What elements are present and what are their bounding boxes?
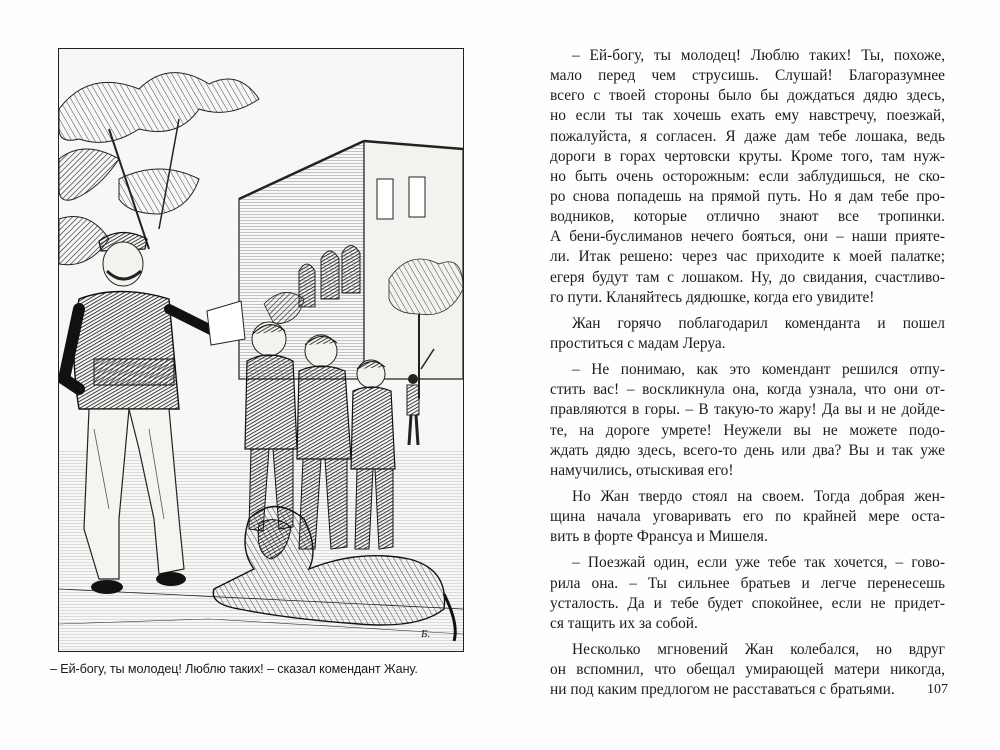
text-line: всего с твоей стороны было бы дождаться дядю здесь, xyxy=(550,87,945,105)
text-line: егеря будут там с лошаком. Ну, до свидания, счастливо- xyxy=(550,268,945,286)
text-line: ли. Итак решено: через час приходите к моей палатке; xyxy=(550,248,945,266)
text-line: го пути. Кланяйтесь дядюшке, когда его увидите! xyxy=(550,288,875,306)
engraving-drawing xyxy=(59,49,463,651)
page-number: 107 xyxy=(927,682,948,697)
paragraph xyxy=(550,46,945,308)
text-line: – Не понимаю, как это комендант решился отпу- xyxy=(572,361,945,379)
paragraph xyxy=(550,360,945,481)
text-line: он вспомнил, что обещал умирающей матери никогда, xyxy=(550,661,945,679)
text-line: мало перед чем струсишь. Слушай! Благоразумнее xyxy=(550,67,945,85)
paragraph xyxy=(550,487,945,547)
text-line: – Ей-богу, ты молодец! Люблю таких! Ты, похоже, xyxy=(572,47,945,64)
text-line: стить вас! – воскликнула она, когда узнала, что они от- xyxy=(550,381,945,399)
illustration-caption: – Ей-богу, ты молодец! Люблю таких! – сказал комендант Жану. xyxy=(50,662,418,676)
text-line: Но Жан твердо стоял на своем. Тогда добрая жен- xyxy=(572,487,945,505)
text-line: пожалуйста, я согласен. Я даже дам тебе лошака, ведь xyxy=(550,127,945,145)
text-line: проститься с мадам Леруа. xyxy=(550,334,726,352)
text-line: рила она. – Ты сильнее братьев и легче перенесешь xyxy=(550,574,945,592)
text-line: дороги в горах чертовски круты. Кроме того, там нуж- xyxy=(550,147,945,165)
body-text xyxy=(550,46,945,706)
text-line: ждать дядю здесь, всего-то день или два? Вы и так уже xyxy=(550,441,945,459)
text-line: ся тащить их за собой. xyxy=(550,614,698,632)
text-line: ни под каким предлогом не расставаться с братьями. xyxy=(550,681,895,699)
paragraph xyxy=(550,314,945,354)
text-line: намучились, отыскивая его! xyxy=(550,461,734,479)
text-line: А бени-буслиманов нечего бояться, они – наши прияте- xyxy=(550,228,945,246)
text-line: щина начала уговаривать его по крайней мере остa- xyxy=(550,508,945,526)
text-line: Несколько мгновений Жан колебался, но вдруг xyxy=(572,640,945,658)
text-line: вить в форте Франсуа и Мишеля. xyxy=(550,528,768,546)
text-line: те, на дороге умрете! Неужели вы не можете подо- xyxy=(550,421,945,439)
engraving-illustration xyxy=(58,48,464,652)
text-line: усталость. Да и тебе будет спокойнее, если не придет- xyxy=(550,594,945,612)
text-line: – Поезжай один, если уже тебе так хочется, – гово- xyxy=(572,554,945,572)
text-line: ро снова попадешь на прямой путь. Но я дам тебе про- xyxy=(550,187,945,205)
text-line: Жан горячо поблагодарил коменданта и пошел xyxy=(572,314,945,332)
paragraph xyxy=(550,640,945,700)
text-line: водников, которые отлично знают все тропинки. xyxy=(550,208,945,226)
right-page xyxy=(500,0,1000,750)
text-line: но быть очень осторожным: если заблудишься, не ско- xyxy=(550,167,945,185)
text-line: правляются в горы. – В такую-то жару! Да вы и не дойде- xyxy=(550,401,945,419)
illustration-signature: Б. xyxy=(421,628,431,640)
paragraph xyxy=(550,553,945,634)
text-line: но если ты так хочешь ехать ему навстречу, поезжай, xyxy=(550,107,945,125)
